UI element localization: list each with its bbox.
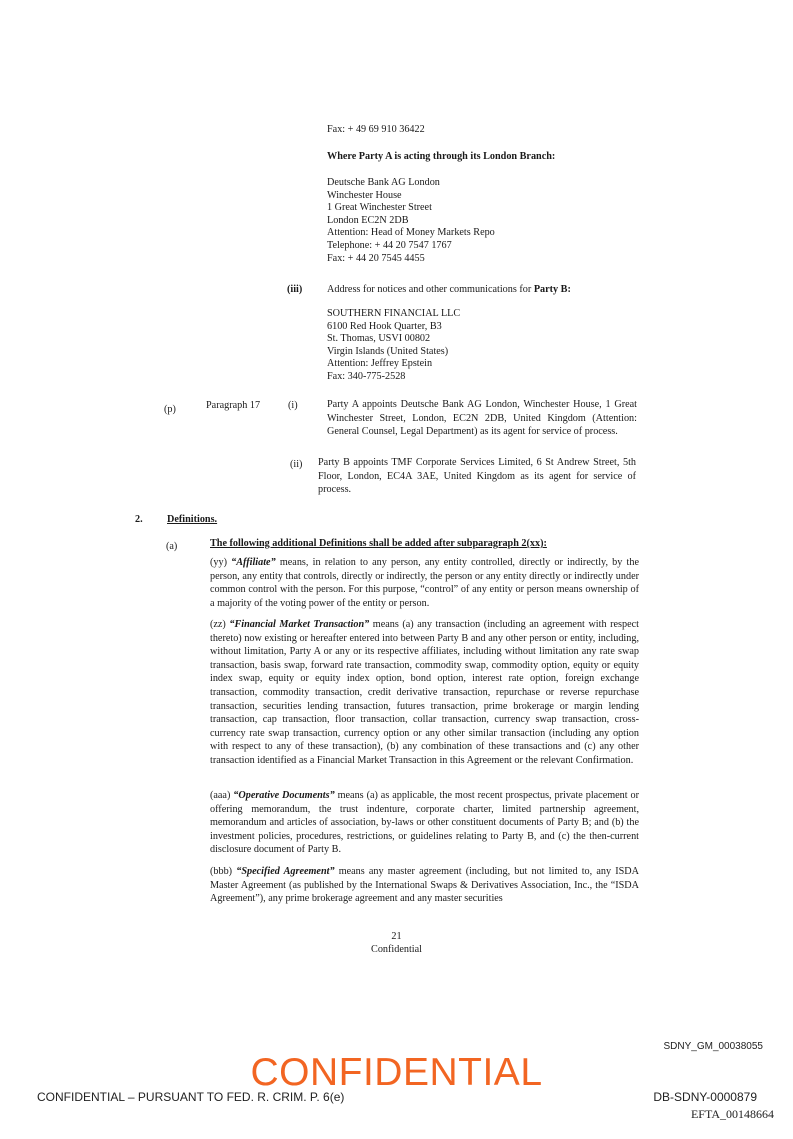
definition-term: “Affiliate” (231, 557, 276, 568)
address-line: Attention: Head of Money Markets Repo (327, 227, 495, 239)
address-line: London EC2N 2DB (327, 214, 409, 226)
definition-yy (210, 556, 639, 610)
party-a-london-heading: Where Party A is acting through its London Branch: (327, 151, 556, 162)
definition-bbb (210, 865, 639, 906)
definition-term: “Financial Market Transaction” (229, 619, 370, 630)
party-a-fax-top: Fax: + 49 69 910 36422 (327, 124, 425, 135)
item-i-label: (i) (288, 400, 298, 411)
definition-text: means (a) any transaction (including an agreement with respect thereto) now existing or hereafter entered into between Party B and any other person or entity, including, without limitation, Party A or any or its respective affiliates, including without limitation any rate swap transaction, basis swap, forward rate transaction, commodity swap, commodity option, equity or equity index swap, equity or equity index option, bond option, interest rate option, foreign exchange transaction, commodity transaction, credit derivative transaction, repurchase or reverse repurchase transaction, securities lending transaction, futures transaction, prime brokerage or margin lending transaction, cap transaction, floor transaction, collar transaction, currency swap transaction, cross-currency rate swap transaction, currency option or any other similar transaction (including any option with respect to any of these transaction), (b) any combination of these transactions and (c) any other transaction identified as a Financial Market Transaction in this Agreement or the relevant Confirmation. (210, 619, 639, 766)
address-line: Deutsche Bank AG London (327, 177, 440, 188)
party-a-london-address (327, 177, 495, 265)
address-line: Telephone: + 44 20 7547 1767 (327, 239, 452, 251)
confidential-stamp: CONFIDENTIAL (250, 1051, 543, 1094)
item-iii-label: (iii) (287, 284, 303, 295)
definition-text: means, in relation to any person, any entity controlled, directly or indirectly, by the person, any entity that controls, directly or indirectly, the person or any entity directly or indirectly under common control with the person. For this purpose, “control” of any entity or person means ownership of a majority of the voting power of the entity or person. (210, 557, 639, 609)
address-line: Fax: 340-775-2528 (327, 370, 406, 382)
item-i-text: Party A appoints Deutsche Bank AG London, Winchester House, 1 Great Winchester Street, London, EC2N 2DB, United Kingdom (Attention: General Counsel, Legal Department) as its agent for service of process. (327, 399, 637, 438)
party-b-intro-bold: Party B: (533, 284, 571, 295)
pursuant-notice: CONFIDENTIAL – PURSUANT TO FED. R. CRIM. P. 6(e) (37, 1090, 345, 1104)
section-2-number: 2. (135, 514, 143, 525)
item-ii-label: (ii) (290, 459, 303, 470)
party-b-intro-text: Address for notices and other communications for (327, 284, 534, 295)
db-sdny-id: DB-SDNY-0000879 (653, 1090, 757, 1104)
address-line: 1 Great Winchester Street (327, 202, 432, 214)
definition-text: means any master agreement (including, but not limited to, any ISDA Master Agreement (as published by the International Swaps & Derivatives Association, Inc., the “ISDA Agreement”), any prime brokerage agreement and any master securities (210, 866, 639, 905)
party-b-notices-intro (327, 284, 571, 297)
definition-prefix: (zz) (210, 619, 230, 630)
address-line: 6100 Red Hook Quarter, B3 (327, 320, 442, 332)
definition-term: “Specified Agreement” (236, 866, 335, 877)
address-line: St. Thomas, USVI 00802 (327, 333, 431, 345)
definition-term: “Operative Documents” (233, 790, 335, 801)
address-line: Winchester House (327, 189, 402, 201)
definition-text: means (a) as applicable, the most recent prospectus, private placement or offering memorandum, the trust indenture, corporate charter, limited partnership agreement, memorandum and articles of association, by-laws or other constituent documents of Party B; and (b) the investment policies, procedures, restrictions, or guidelines relating to Party B, and (c) the then-current disclosure document of Party B. (210, 790, 639, 856)
paragraph-p-label: (p) (164, 404, 176, 415)
confidential-label: Confidential (371, 944, 422, 955)
party-b-address (327, 308, 460, 384)
efta-id: EFTA_00148664 (690, 1107, 774, 1121)
page-number: 21 (391, 931, 402, 942)
paragraph-17-title: Paragraph 17 (206, 400, 261, 411)
address-line: SOUTHERN FINANCIAL LLC (327, 308, 461, 319)
definition-aaa (210, 789, 639, 857)
definitions-a-heading: The following additional Definitions shall be added after subparagraph 2(xx): (210, 538, 547, 549)
sdny-gm-id: SDNY_GM_00038055 (663, 1041, 763, 1052)
definition-zz (210, 618, 639, 768)
definitions-heading: Definitions. (167, 514, 218, 525)
address-line: Virgin Islands (United States) (327, 345, 449, 357)
definition-prefix: (yy) (210, 557, 232, 568)
definition-prefix: (bbb) (210, 866, 237, 877)
item-ii-text: Party B appoints TMF Corporate Services Limited, 6 St Andrew Street, 5th Floor, London, EC4A 3AE, United Kingdom as its agent for service of process. (318, 457, 636, 496)
definition-prefix: (aaa) (210, 790, 234, 801)
definitions-a-label: (a) (166, 541, 178, 552)
address-line: Attention: Jeffrey Epstein (327, 358, 433, 370)
address-line: Fax: + 44 20 7545 4455 (327, 252, 425, 264)
